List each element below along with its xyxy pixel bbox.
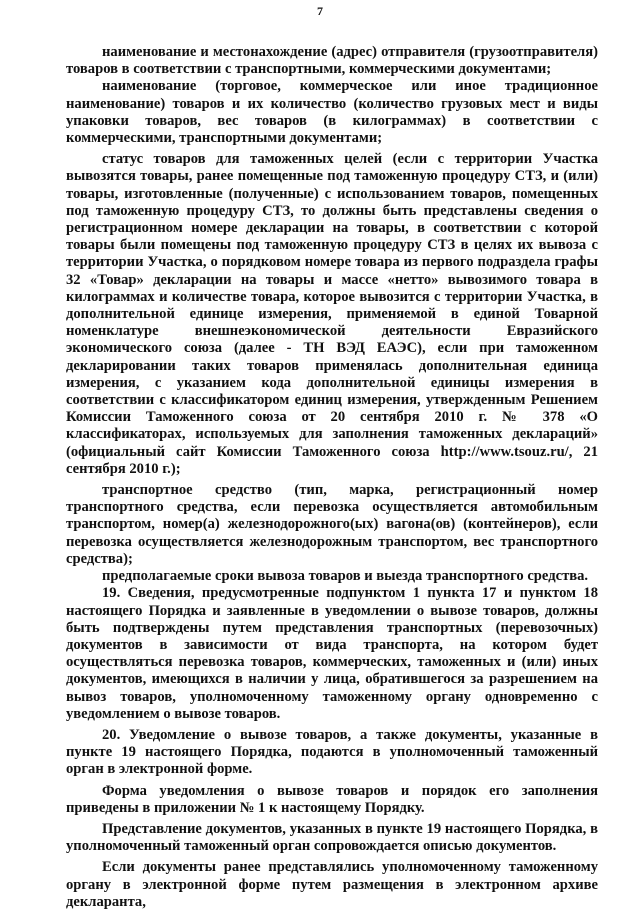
paragraph-electronic-archive: Если документы ранее представлялись уполномоченному таможенному органу в электронной форме путем размещения в электронном архиве декларанта, (66, 859, 598, 910)
page-number: 7 (317, 4, 323, 18)
paragraph-vehicle: транспортное средство (тип, марка, регистрационный номер транспортного средства, если перевозка осуществляется автомобильным транспортом, номер(а) железнодорожного(ых) вагона(ов) (контейнеров), если перевозка осуществляется железнодорожным транспортом, вес транспортного средства); (66, 482, 598, 567)
paragraph-item-20: 20. Уведомление о вывозе товаров, а также документы, указанные в пункте 19 настоящего Порядка, подаются в уполномоченный таможенный орган в электронной форме. (66, 726, 598, 778)
paragraph-notification-form: Форма уведомления о вывозе товаров и порядок его заполнения приведены в приложении № 1 к настоящему Порядку. (66, 782, 598, 816)
paragraph-export-dates: предполагаемые сроки вывоза товаров и выезда транспортного средства. (102, 568, 589, 585)
paragraph-goods-name: наименование (торговое, коммерческое или иное традиционное наименование) товаров и их количество (количество грузовых мест и виды упаковки товаров, вес товаров (в килограммах) в соответствии с коммерческими, транспортными документами; (66, 78, 598, 147)
paragraph-item-19: 19. Сведения, предусмотренные подпунктом 1 пункта 17 и пунктом 18 настоящего Порядка и заявленные в уведомлении о вывозе товаров, должны быть подтверждены путем представления транспортных (перевозочных) документов в зависимости от вида транспорта, на котором будет осуществляться перевозка товаров, коммерческих, таможенных и (или) иных документов, имеющихся в наличии у лица, обратившегося за разрешением на вывоз товаров, уполномоченному таможенному органу одновременно с уведомлением о вывозе товаров. (66, 585, 598, 722)
paragraph-document-inventory: Представление документов, указанных в пункте 19 настоящего Порядка, в уполномоченный таможенный орган сопровождается описью документов. (66, 820, 598, 855)
document-body (66, 44, 598, 911)
paragraph-customs-status: статус товаров для таможенных целей (если с территории Участка вывозятся товары, ранее помещенные под таможенную процедуру СТЗ, и (или) товары, изготовленные (полученные) с использованием товаров, помещенных под таможенную процедуру СТЗ, то должны быть представлены сведения о регистрационном номере декларации на товары, в соответствии с которой товары были помещены под таможенную процедуру СТЗ в целях их вывоза с территории Участка, о порядковом номере товара из первого подраздела графы 32 «Товар» декларации на товары и массе «нетто» вывозимого товара в килограммах и количестве товара, которое вывозится с территории Участка, в дополнительной единице измерения, применяемой в единой Товарной номенклатуре внешнеэкономической деятельности Евразийского экономического союза (далее - ТН ВЭД ЕАЭС), если при таможенном декларировании таких товаров применялась дополнительная единица измерения, с указанием кода дополнительной единицы измерения в соответствии с классификатором единиц измерения, утвержденным Решением Комиссии Таможенного союза от 20 сентября 2010 г. № 378 «О классификаторах, используемых для заполнения таможенных деклараций» (официальный сайт Комиссии Таможенного союза http://www.tsouz.ru/, 21 сентября 2010 г.); (66, 151, 598, 477)
paragraph-sender: наименование и местонахождение (адрес) отправителя (грузоотправителя) товаров в соответствии с транспортными, коммерческими документами; (66, 44, 598, 78)
